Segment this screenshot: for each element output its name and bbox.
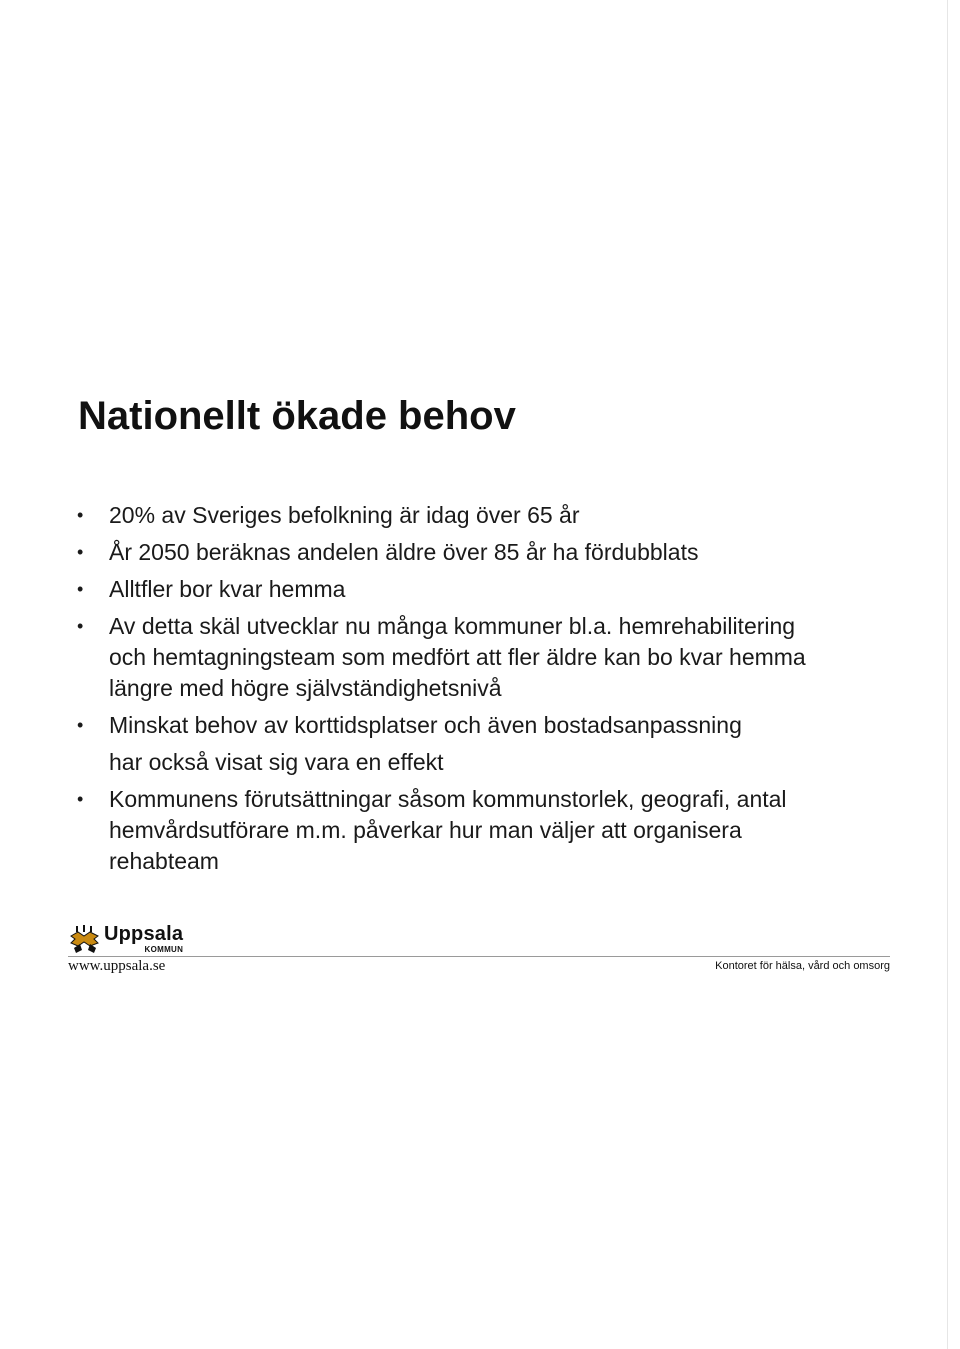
bullet-line: Alltfler bor kvar hemma [109, 576, 346, 602]
bullet-line: Minskat behov av korttidsplatser och även bostadsanpassning [109, 712, 742, 738]
bullet-dot: • [77, 579, 84, 599]
logo-subtext: KOMMUN [144, 945, 184, 954]
footer-url: www.uppsala.se [68, 958, 166, 974]
bullet-item [72, 611, 892, 704]
slide-footer [68, 920, 890, 980]
bullet-item [72, 537, 892, 568]
bullet-line: och hemtagningsteam som medfört att fler äldre kan bo kvar hemma [109, 644, 806, 670]
bullet-dot: • [77, 715, 84, 735]
footer-divider [68, 956, 890, 957]
uppsala-logo [68, 920, 183, 954]
bullet-item [72, 784, 892, 877]
bullet-item [72, 500, 892, 531]
bullet-dot: • [77, 505, 84, 525]
footer-department: Kontoret för hälsa, vård och omsorg [715, 960, 890, 972]
bullet-item [72, 710, 892, 778]
bullet-line: har också visat sig vara en effekt [109, 749, 444, 775]
bullet-list [72, 500, 892, 883]
slide-title: Nationellt ökade behov [78, 394, 516, 438]
bullet-line: År 2050 beräknas andelen äldre över 85 år ha fördubblats [109, 539, 699, 565]
bullet-line: Av detta skäl utvecklar nu många kommuner bl.a. hemrehabilitering [109, 613, 796, 639]
bullet-dot: • [77, 542, 84, 562]
bullet-dot: • [77, 616, 84, 636]
uppsala-crest-icon [68, 924, 102, 954]
logo-wordmark [104, 924, 183, 954]
bullet-dot: • [77, 789, 84, 809]
bullet-line: 20% av Sveriges befolkning är idag över 65 år [109, 502, 580, 528]
bullet-line: rehabteam [109, 848, 219, 874]
logo-text: Uppsala [104, 923, 184, 945]
bullet-line: längre med högre självständighetsnivå [109, 675, 502, 701]
bullet-line: Kommunens förutsättningar såsom kommunstorlek, geografi, antal [109, 786, 787, 812]
bullet-item [72, 574, 892, 605]
bullet-line: hemvårdsutförare m.m. påverkar hur man väljer att organisera [109, 817, 742, 843]
